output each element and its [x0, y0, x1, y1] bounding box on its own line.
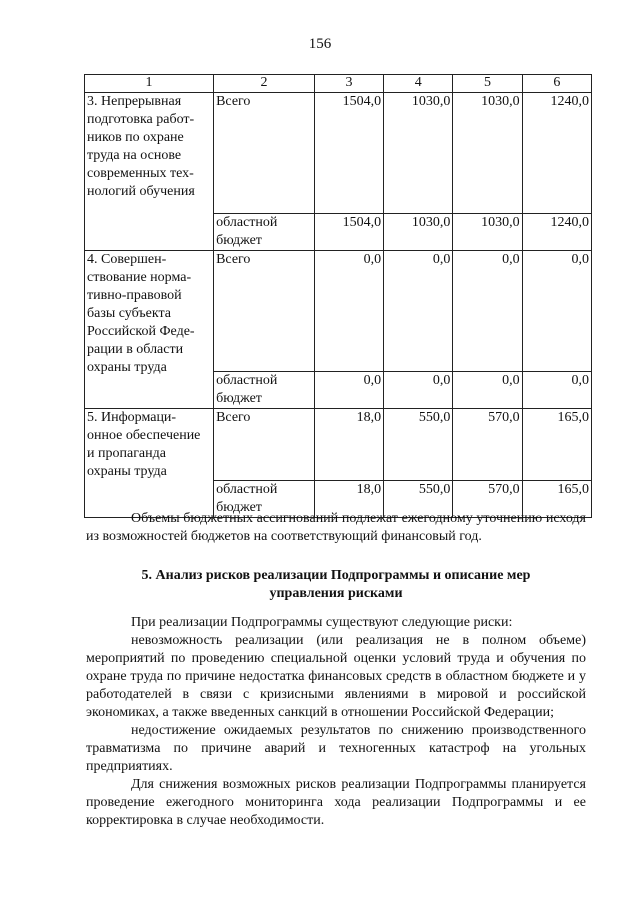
value-cell: 1030,0: [453, 93, 522, 214]
measure-name-line: 4. Совершен-: [87, 252, 167, 267]
value-cell: 0,0: [384, 372, 453, 409]
value-cell: 0,0: [522, 372, 591, 409]
value-cell: 570,0: [453, 409, 522, 481]
measure-name-line: онное обеспечение: [87, 428, 201, 443]
source-label-line: бюджет: [216, 391, 262, 406]
value-cell: 0,0: [453, 251, 522, 372]
source-label-line: областной: [216, 373, 278, 388]
section-body: [86, 614, 586, 830]
budget-note: Объемы бюджетных ассигнований подлежат ежегодному уточнению исходя из возможностей бюджетов на соответствующий финансовый год.: [86, 511, 586, 544]
measure-name-line: труда на основе: [87, 148, 182, 163]
header-cell: 2: [214, 75, 315, 93]
section-heading: [86, 567, 586, 603]
header-cell: 3: [314, 75, 383, 93]
value-cell: 0,0: [522, 251, 591, 372]
source-label-line: бюджет: [216, 233, 262, 248]
measure-name-line: охраны труда: [87, 360, 167, 375]
value-cell: 1240,0: [522, 93, 591, 214]
value-cell: 550,0: [384, 481, 453, 518]
measure-name-line: ников по охране: [87, 130, 184, 145]
value-cell: 550,0: [384, 409, 453, 481]
table-header-row: [85, 75, 592, 93]
paragraph: При реализации Подпрограммы существуют следующие риски:: [131, 615, 513, 630]
measure-name-cell: [85, 409, 214, 518]
source-label-cell: Всего: [214, 93, 315, 214]
measure-name-line: 3. Непрерывная: [87, 94, 182, 109]
measure-name-line: ствование норма-: [87, 270, 192, 285]
table-row: [85, 251, 592, 372]
value-cell: 165,0: [522, 481, 591, 518]
section-heading-line: управления рисками: [269, 586, 403, 601]
value-cell: 0,0: [314, 372, 383, 409]
paragraph: невозможность реализации (или реализация не в полном объеме) мероприятий по проведению специальной оценки условий труда и обучения по охране труда по причине недостатка финансовых средств в областном бюджете и у работодателей в связи с кризисными явлениями в мировой и российской экономиках, а также введенных санкций в отношении Российской Федерации;: [86, 633, 586, 720]
section-heading-line: 5. Анализ рисков реализации Подпрограммы и описание мер: [141, 568, 531, 583]
source-label-cell: Всего: [214, 251, 315, 372]
value-cell: 1504,0: [314, 214, 383, 251]
budget-table: [84, 74, 592, 518]
value-cell: 0,0: [453, 372, 522, 409]
measure-name-line: подготовка работ-: [87, 112, 195, 127]
measure-name-line: Российской Феде-: [87, 324, 195, 339]
table-row: [85, 93, 592, 214]
value-cell: 0,0: [314, 251, 383, 372]
paragraph: недостижение ожидаемых результатов по снижению производственного травматизма по причине аварий и техногенных катастроф на угольных предприятиях.: [86, 723, 586, 774]
source-label-cell: Всего: [214, 409, 315, 481]
source-label-cell: [214, 372, 315, 409]
value-cell: 1030,0: [384, 93, 453, 214]
measure-name-line: нологий обучения: [87, 184, 195, 199]
source-label-line: бюджет: [216, 500, 262, 515]
paragraph: Для снижения возможных рисков реализации Подпрограммы планируется проведение ежегодного мониторинга хода реализации Подпрограммы и ее корректировка в случае необходимости.: [86, 777, 586, 828]
value-cell: 18,0: [314, 409, 383, 481]
value-cell: 1030,0: [384, 214, 453, 251]
measure-name-line: рации в области: [87, 342, 184, 357]
source-label-line: областной: [216, 215, 278, 230]
measure-name-cell: [85, 251, 214, 409]
measure-name-line: 5. Информаци-: [87, 410, 177, 425]
measure-name-cell: [85, 93, 214, 251]
table-row: [85, 409, 592, 481]
value-cell: 1030,0: [453, 214, 522, 251]
header-cell: 4: [384, 75, 453, 93]
measure-name-line: охраны труда: [87, 464, 167, 479]
value-cell: 1240,0: [522, 214, 591, 251]
value-cell: 0,0: [384, 251, 453, 372]
value-cell: 570,0: [453, 481, 522, 518]
measure-name-line: современных тех-: [87, 166, 194, 181]
source-label-line: областной: [216, 482, 278, 497]
source-label-cell: [214, 214, 315, 251]
header-cell: 6: [522, 75, 591, 93]
value-cell: 165,0: [522, 409, 591, 481]
header-cell: 5: [453, 75, 522, 93]
measure-name-line: базы субъекта: [87, 306, 171, 321]
measure-name-line: тивно-правовой: [87, 288, 182, 303]
page-number: 156: [308, 36, 332, 52]
measure-name-line: и пропаганда: [87, 446, 166, 461]
value-cell: 1504,0: [314, 93, 383, 214]
value-cell: 18,0: [314, 481, 383, 518]
header-cell: 1: [85, 75, 214, 93]
